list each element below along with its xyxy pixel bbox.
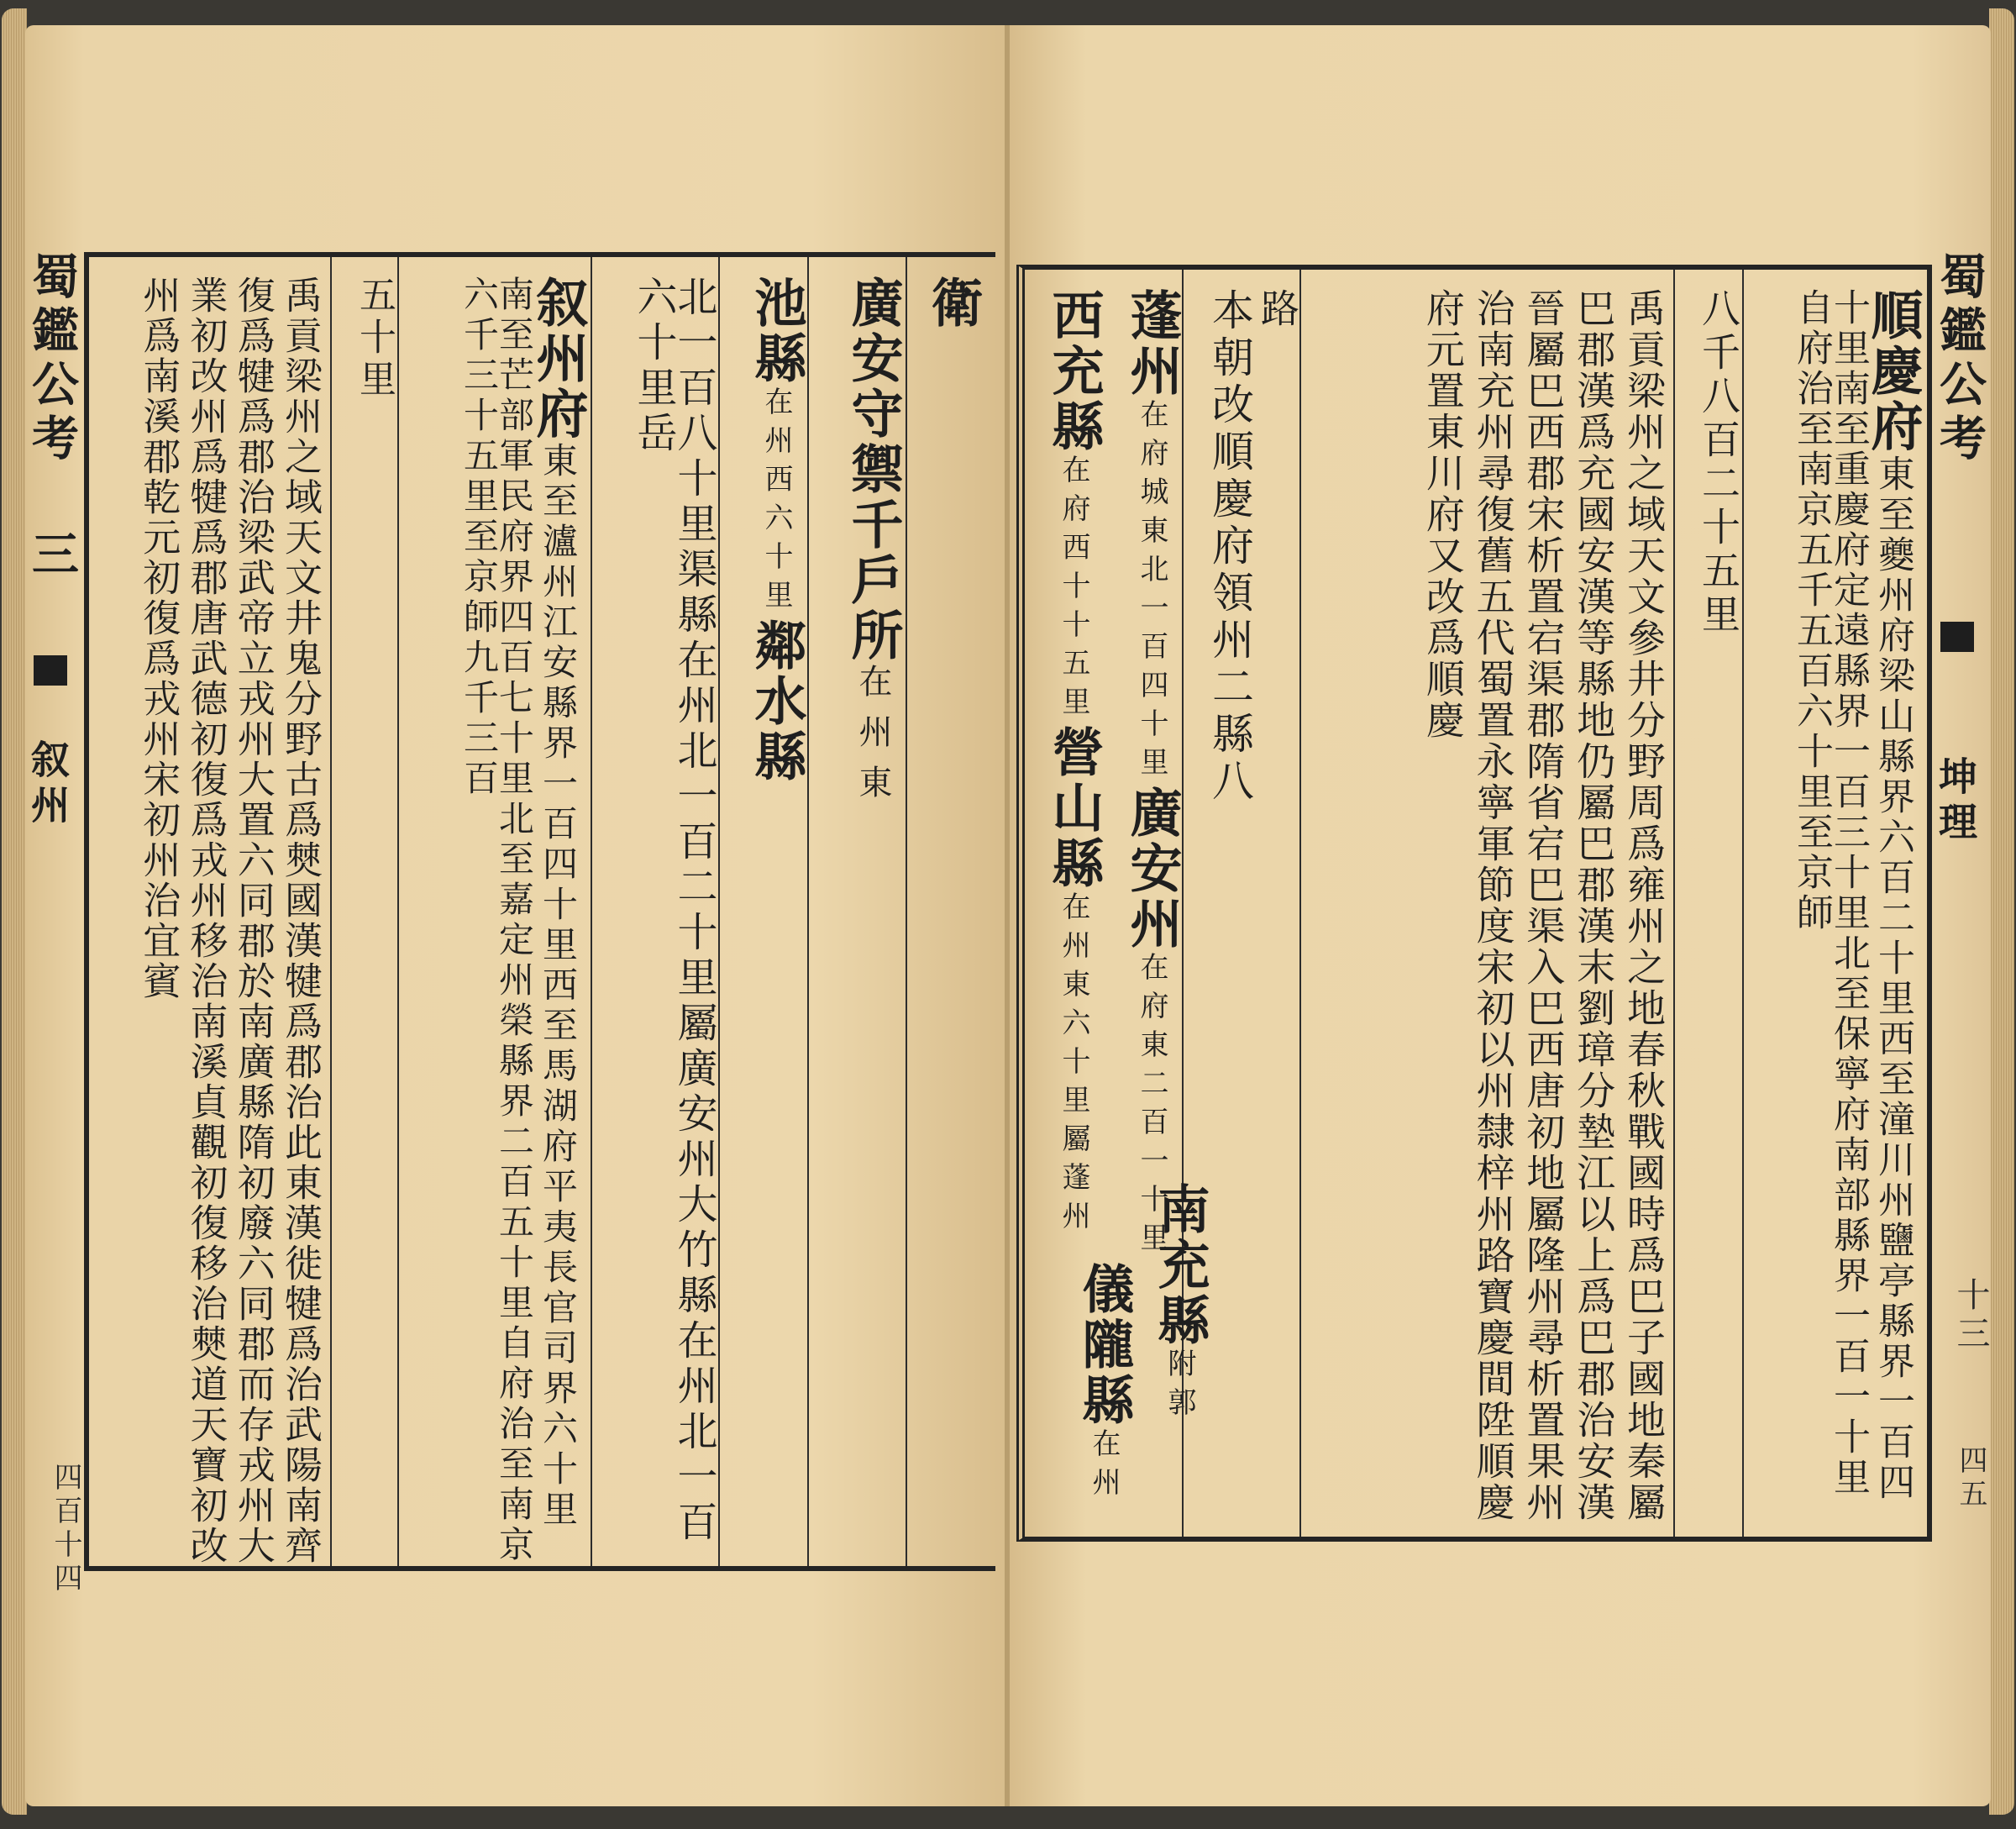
column-rule <box>718 257 720 1566</box>
left-col-history: 禹貢梁州之域天文井鬼分野古爲僰國漢犍爲郡治此東漢徙犍爲治武陽南齊復爲犍爲郡治梁武帝立戎州大置六同郡於南廣縣隋初廢六同郡而存戎州大業初改州爲犍爲郡唐武德初復爲戎州移治南溪貞觀初復移治僰道天寶初改州爲南溪郡乾元初復爲戎州宋初州治宜賓 <box>136 276 323 1566</box>
right-folio-top: 十三 <box>1951 1277 1990 1354</box>
right-margin-sub: 坤理 <box>1933 756 1978 847</box>
column-rule <box>330 257 332 1566</box>
column-rule <box>1299 270 1301 1537</box>
column-rule <box>1742 270 1744 1537</box>
column-rule <box>591 257 592 1566</box>
column-rule <box>397 257 399 1566</box>
left-col-xuzhou-prefecture: 叙州府東至瀘州江安縣界一百四十里西至馬湖府平夷長官司界六十里南至芒部軍民府界四百七十里北至嘉定州榮縣界二百五十里自府治至南京六千三十五里至京師九千三百 <box>459 276 589 1566</box>
right-col-shunqing-prefecture: 順慶府東至夔州府梁山縣界六百二十里西至潼川州鹽亭縣界一百四十里南至重慶府定遠縣界一百三十里北至保寧府南部縣界一百一十里自府治至南京五千五百六十里至京師 <box>1790 288 1924 1503</box>
gutter <box>1005 25 1010 1806</box>
left-margin-title: 蜀鑑公考 三 <box>24 252 80 583</box>
left-col-guangan-suo: 廣安守禦千戶所在州東 <box>843 276 904 815</box>
left-margin-sub: 叙州 <box>25 739 71 830</box>
right-fore-edge <box>1989 8 2014 1815</box>
fish-tail-ornament <box>1940 622 1974 652</box>
right-col-pengzhou: 蓬州在府城東北一百四十里廣安州在府東二百一十里 <box>1121 288 1183 1261</box>
column-rule <box>1673 270 1675 1537</box>
right-col-history: 禹貢梁州之域天文參井分野周爲雍州之地春秋戰國時爲巴子國地秦屬巴郡漢爲充國安漢等縣地仍屬巴郡漢末劉璋分墊江以上爲巴郡治安漢晉屬巴西郡宋析置宕渠郡隋省宕巴渠入巴西唐初地屬隆州尋析置果州治南充州尋復舊五代蜀置永寧軍節度宋初以州隸梓州路寶慶間陞順慶府元置東川府又改爲順慶 <box>1420 288 1667 1523</box>
left-heading-wei: 衛 <box>922 276 984 331</box>
fish-tail-ornament <box>34 655 67 686</box>
right-col-nanchong: 南充縣附郭 <box>1149 1182 1210 1426</box>
left-folio: 四百十四 <box>49 1462 82 1596</box>
right-col-distance: 八千八百二十五里 <box>1696 288 1741 638</box>
right-folio: 四五 <box>1954 1445 1987 1512</box>
right-col-benchao: 本朝改順慶府領州二縣八 <box>1205 288 1254 806</box>
right-col-yilong: 儀隴縣在州 <box>1074 1262 1135 1506</box>
right-col-xichong: 西充縣在府西十十五里營山縣在州東六十里屬蓬州 <box>1043 288 1105 1239</box>
column-rule <box>807 257 809 1566</box>
right-margin-title: 蜀鑑公考 <box>1932 252 1987 467</box>
left-page-frame <box>84 252 995 1571</box>
column-rule <box>906 257 907 1566</box>
right-col-lu: 路 <box>1255 288 1300 332</box>
left-col-chi-county: 池縣在州西六十里鄰水縣 <box>746 276 807 785</box>
left-col-wushi-li: 五十里 <box>353 276 396 402</box>
left-fore-edge <box>2 8 27 1815</box>
left-col-qu-county: 北一百八十里渠縣在州北一百二十里屬廣安州大竹縣在州北一百六十里岳 <box>630 276 717 1546</box>
